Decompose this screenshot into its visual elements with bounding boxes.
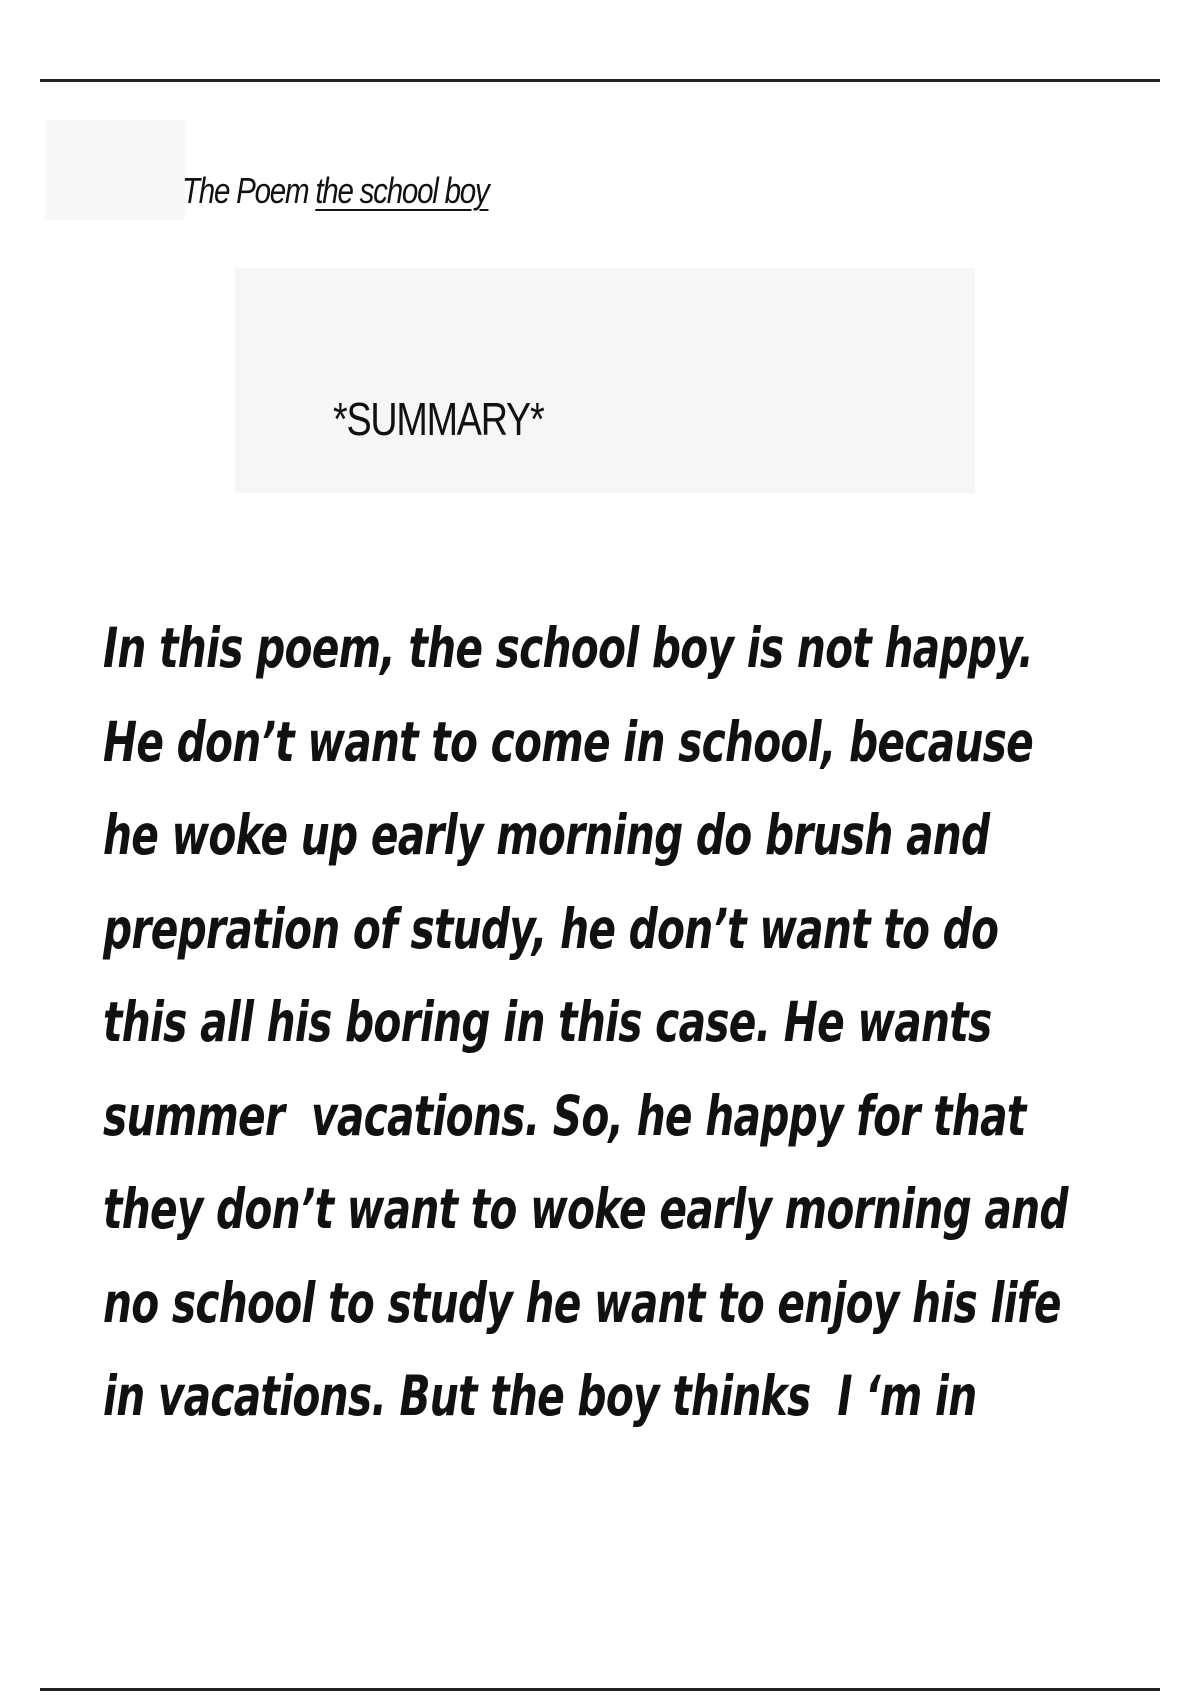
top-divider (40, 79, 1160, 82)
body-line: they don’t want to woke early morning and (103, 1177, 1068, 1241)
body-line: summer vacations. So, he happy for that (103, 1083, 1026, 1148)
body-line: In this poem, the school boy is not happy. (103, 616, 1033, 680)
body-line: he woke up early morning do brush and (103, 803, 990, 867)
body-line: in vacations. But the boy thinks I ‘m in (103, 1364, 977, 1428)
bottom-divider (40, 1688, 1160, 1691)
body-line: He don’t want to come in school, because (103, 709, 1033, 774)
document-title (182, 170, 488, 212)
body-line: prepration of study, he don’t want to do (103, 896, 999, 961)
body-line: this all his boring in this case. He wants (103, 990, 992, 1054)
faded-background-mark (45, 120, 185, 220)
faded-background-mark (235, 268, 975, 493)
title-subject: the school boy (315, 170, 489, 211)
body-line: no school to study he want to enjoy his life (103, 1270, 1061, 1335)
summary-heading: *SUMMARY* (333, 393, 544, 445)
summary-body (103, 610, 1068, 1452)
title-prefix: The Poem (182, 170, 316, 211)
